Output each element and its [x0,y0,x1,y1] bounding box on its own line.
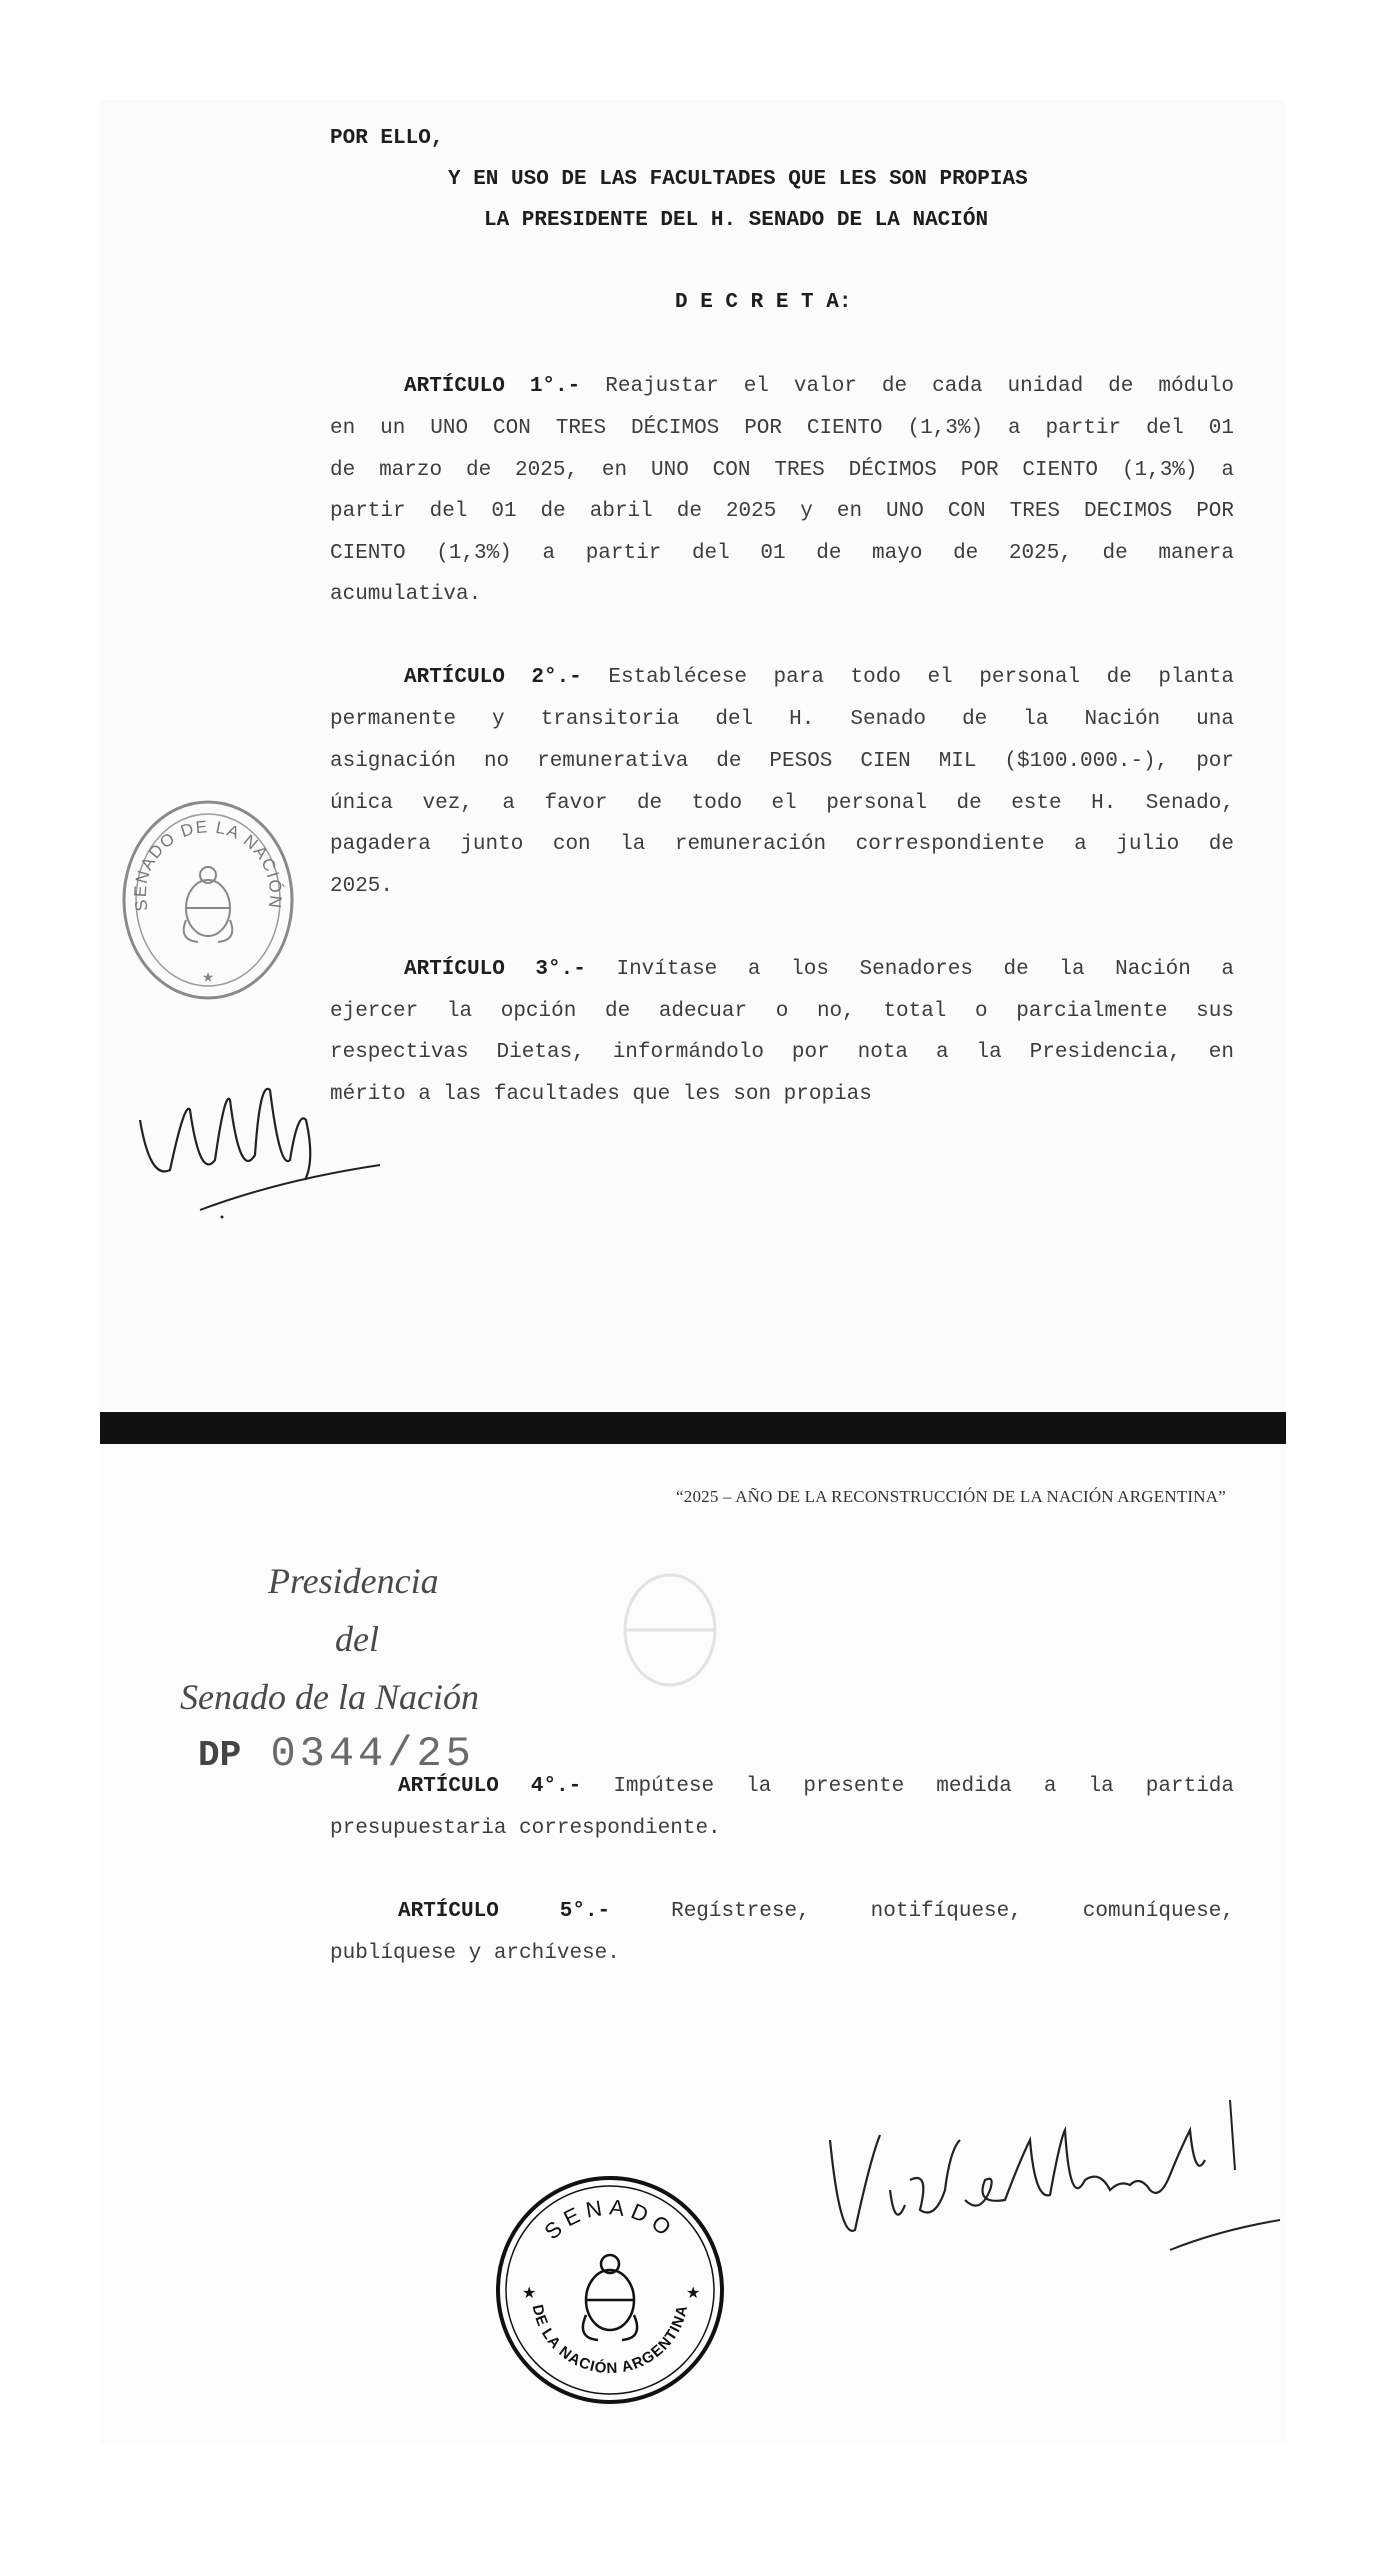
art3-line-4: mérito a las facultades que les son propias [330,1083,872,1106]
letterhead-line-1: Presidencia [268,1561,439,1601]
document-number [198,1730,475,1778]
signature [810,2080,1290,2280]
art5-label: ARTÍCULO 5°.- [398,1900,611,1923]
senate-seal-2 [490,2170,730,2410]
intro-facultades: Y EN USO DE LAS FACULTADES QUE LES SON PROPIAS [448,168,1028,191]
art2-label: ARTÍCULO 2°.- [404,666,582,689]
doc-number-value: 0344/25 [270,1730,475,1778]
coat-of-arms-icon [583,2255,637,2340]
initials-signature [130,1060,390,1220]
doc-prefix: DP [198,1735,242,1776]
senate-seal-1 [118,790,298,1000]
svg-text:DE LA NACIÓN ARGENTINA: DE LA NACIÓN ARGENTINA [528,2303,692,2378]
page-divider [100,1412,1286,1444]
art1-line-5: CIENTO (1,3%) a partir del 01 de mayo de 2025, de manera [330,542,1234,565]
art3-line-1: ARTÍCULO 3°.- Invítase a los Senadores de la Nación a [404,958,1235,981]
intro-por-ello: POR ELLO, [330,127,444,150]
art1-label: ARTÍCULO 1°.- [404,375,581,398]
art5-line-1: ARTÍCULO 5°.- Regístrese, notifíquese, comuníquese, [398,1900,1235,1923]
watermark-emblem-icon [600,1560,740,1700]
art3-label: ARTÍCULO 3°.- [404,958,586,981]
art2-line-2: permanente y transitoria del H. Senado de la Nación una [330,708,1234,731]
coat-of-arms-icon [184,867,233,942]
letterhead-line-2: del [335,1619,379,1659]
art4-label: ARTÍCULO 4°.- [398,1775,582,1798]
art2-line-3: asignación no remunerativa de PESOS CIEN MIL ($100.000.-), por [330,750,1234,773]
letterhead-line-3: Senado de la Nación [180,1677,479,1717]
svg-text:SENADO DE LA NACIÓN: SENADO DE LA NACIÓN [130,817,286,913]
art4-line-1: ARTÍCULO 4°.- Impútese la presente medida a la partida [398,1775,1234,1798]
art1-line-4: partir del 01 de abril de 2025 y en UNO CON TRES DECIMOS POR [330,500,1234,523]
decreta-heading: D E C R E T A: [675,291,852,314]
art1-line-1: ARTÍCULO 1°.- Reajustar el valor de cada unidad de módulo [404,375,1235,398]
intro-presidente: LA PRESIDENTE DEL H. SENADO DE LA NACIÓN [484,209,989,232]
art1-line-3: de marzo de 2025, en UNO CON TRES DÉCIMOS POR CIENTO (1,3%) a [330,459,1234,482]
art5-line-2: publíquese y archívese. [330,1942,620,1965]
svg-text:SENADO: SENADO [539,2194,681,2245]
year-motto: “2025 – AÑO DE LA RECONSTRUCCIÓN DE LA NACIÓN ARGENTINA” [676,1487,1226,1506]
art2-line-1: ARTÍCULO 2°.- Establécese para todo el personal de planta [404,666,1235,689]
art1-line-2: en un UNO CON TRES DÉCIMOS POR CIENTO (1,3%) a partir del 01 [330,417,1234,440]
art2-line-6: 2025. [330,875,394,898]
art3-line-3: respectivas Dietas, informándolo por nota a la Presidencia, en [330,1041,1234,1064]
art2-line-5: pagadera junto con la remuneración correspondiente a julio de [330,833,1234,856]
art4-line-2: presupuestaria correspondiente. [330,1817,721,1840]
art3-line-2: ejercer la opción de adecuar o no, total o parcialmente sus [330,1000,1234,1023]
art1-line-6: acumulativa. [330,583,482,606]
svg-text:★: ★ [201,969,215,985]
svg-text:★: ★ [522,2285,537,2302]
art2-line-4: única vez, a favor de todo el personal de este H. Senado, [330,792,1234,815]
svg-text:★: ★ [686,2285,701,2302]
